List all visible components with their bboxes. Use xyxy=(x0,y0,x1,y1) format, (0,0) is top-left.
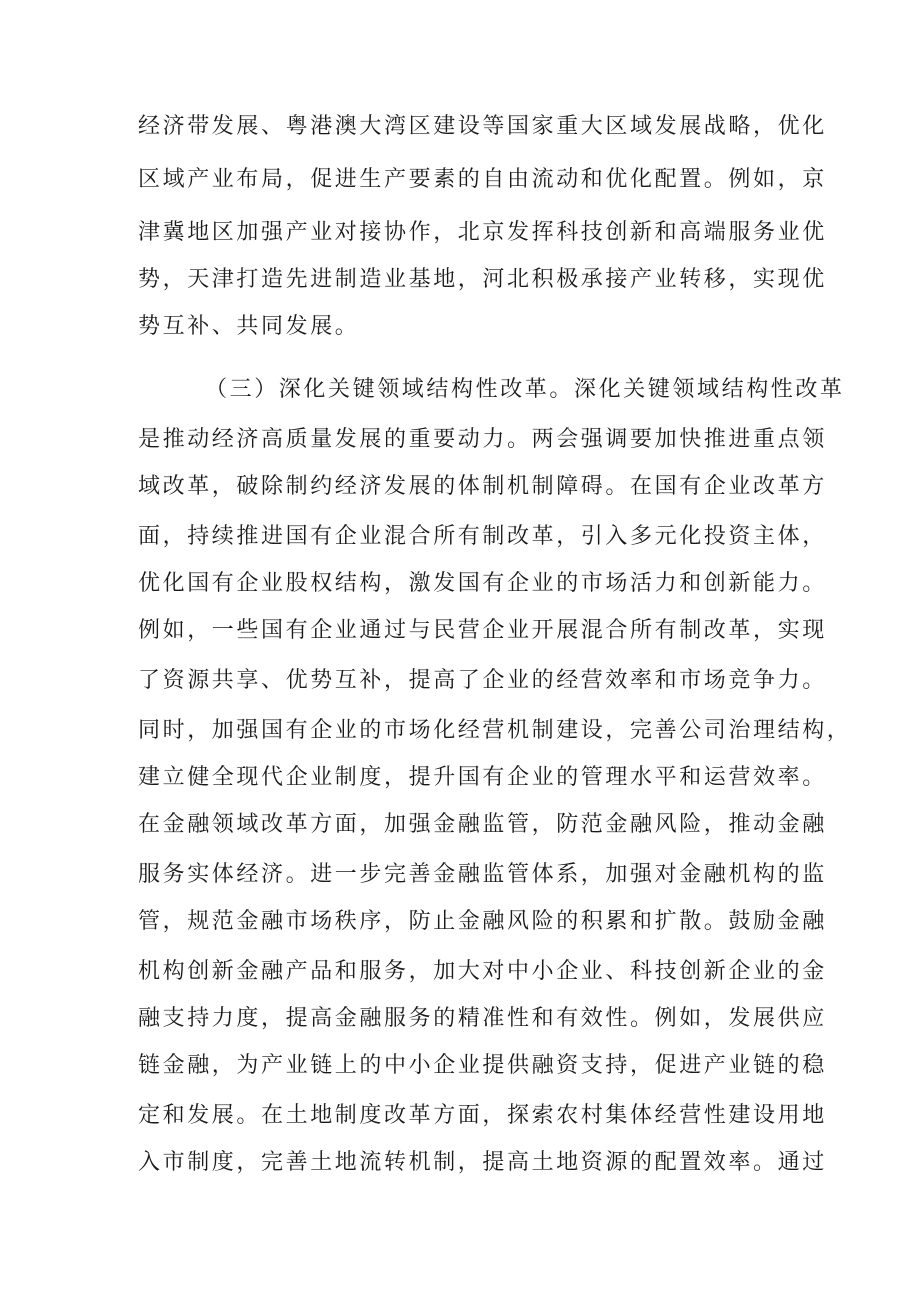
paragraph-line: 域改革，破除制约经济发展的体制机制障碍。在国有企业改革方 xyxy=(138,474,827,499)
paragraph-line: 是推动经济高质量发展的重要动力。两会强调要加快推进重点领 xyxy=(138,427,827,452)
paragraph-line: 入市制度，完善土地流转机制，提高土地资源的配置效率。通过 xyxy=(138,1150,827,1175)
paragraph-line: 区域产业布局，促进生产要素的自由流动和优化配置。例如，京 xyxy=(138,167,827,192)
paragraph-line: 服务实体经济。进一步完善金融监管体系，加强对金融机构的监 xyxy=(138,862,827,887)
paragraph-line: 管，规范金融市场秩序，防止金融风险的积累和扩散。鼓励金融 xyxy=(138,909,827,934)
paragraph-line: 经济带发展、粤港澳大湾区建设等国家重大区域发展战略，优化 xyxy=(138,114,827,139)
paragraph-line: 建立健全现代企业制度，提升国有企业的管理水平和运营效率。 xyxy=(138,765,827,790)
section-heading-line: （三）深化关键领域结构性改革。深化关键领域结构性改革 xyxy=(205,377,845,402)
paragraph-line: 在金融领域改革方面，加强金融监管，防范金融风险，推动金融 xyxy=(138,812,827,837)
paragraph-line: 优化国有企业股权结构，激发国有企业的市场活力和创新能力。 xyxy=(138,571,827,596)
paragraph-line: 定和发展。在土地制度改革方面，探索农村集体经营性建设用地 xyxy=(138,1103,827,1128)
paragraph-line: 同时，加强国有企业的市场化经营机制建设，完善公司治理结构， xyxy=(138,718,852,743)
paragraph-line: 面，持续推进国有企业混合所有制改革，引入多元化投资主体， xyxy=(138,524,827,549)
paragraph-line: 融支持力度，提高金融服务的精准性和有效性。例如，发展供应 xyxy=(138,1006,827,1031)
paragraph-line: 势，天津打造先进制造业基地，河北积极承接产业转移，实现优 xyxy=(138,267,827,292)
paragraph-line: 津冀地区加强产业对接协作，北京发挥科技创新和高端服务业优 xyxy=(138,220,827,245)
paragraph-line: 了资源共享、优势互补，提高了企业的经营效率和市场竞争力。 xyxy=(138,668,827,693)
paragraph-line: 机构创新金融产品和服务，加大对中小企业、科技创新企业的金 xyxy=(138,959,827,984)
paragraph-line: 链金融，为产业链上的中小企业提供融资支持，促进产业链的稳 xyxy=(138,1053,827,1078)
paragraph-line: 例如，一些国有企业通过与民营企业开展混合所有制改革，实现 xyxy=(138,618,827,643)
paragraph-line: 势互补、共同发展。 xyxy=(138,314,360,339)
